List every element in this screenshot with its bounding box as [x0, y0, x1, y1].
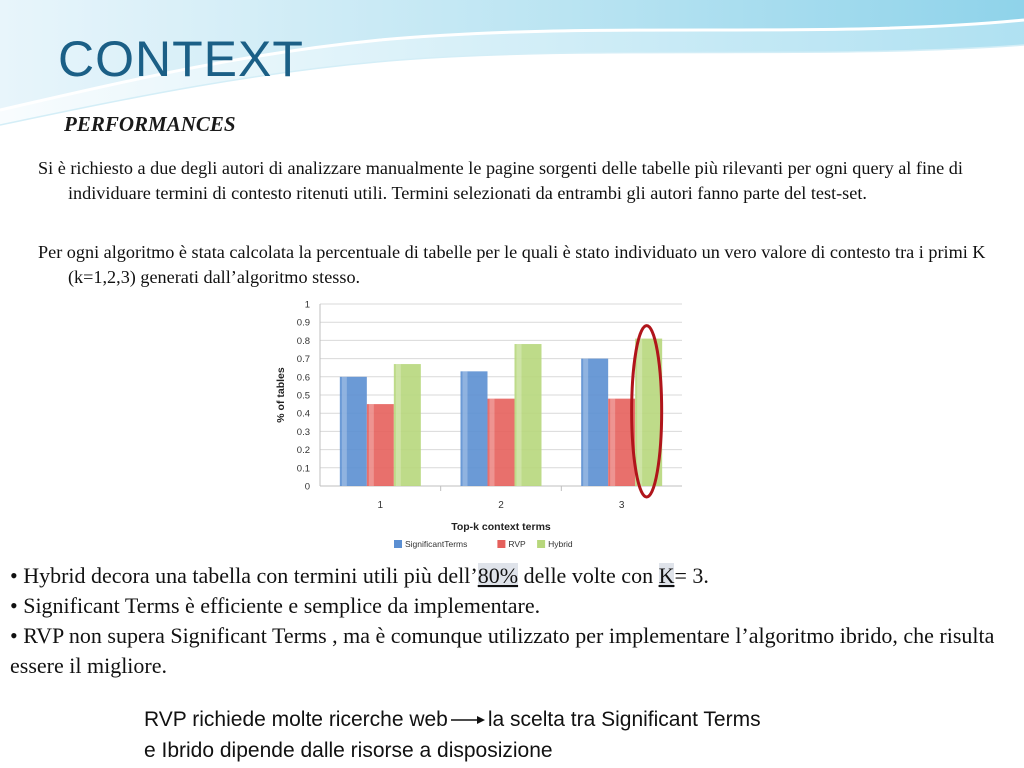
legend-swatch-significantterms: [394, 540, 402, 548]
bar-shine: [610, 399, 615, 486]
bar-shine: [637, 339, 642, 486]
bullet-hybrid-text: • Hybrid decora una tabella con termini utili più dell’: [10, 563, 478, 588]
footnote-line-1: [144, 704, 761, 735]
legend-swatch-rvp: [497, 540, 505, 548]
bullet-hybrid: [10, 561, 1010, 591]
bar-shine: [463, 371, 468, 486]
y-tick-label: 0.6: [296, 372, 310, 384]
y-tick-label: 0.1: [296, 463, 310, 475]
paragraph-evaluation: Per ogni algoritmo è stata calcolata la percentuale di tabelle per le quali è stato individuato un vero valore di contesto tra i primi K (k=1,2,3) generati dall’algoritmo stesso.: [38, 242, 986, 287]
y-axis-title: % of tables: [275, 367, 287, 423]
paragraph-method: Si è richiesto a due degli autori di analizzare manualmente le pagine sorgenti delle tabelle più rilevanti per ogni query al fine di individuare termini di contesto ritenuti utili. Termini selezionati da entrambi gli autori fanno parte del test-set.: [38, 158, 963, 203]
bullet-significant-terms: • Significant Terms è efficiente e semplice da implementare.: [10, 593, 541, 618]
footnote: [144, 704, 761, 766]
bullet-hybrid-text-mid: delle volte con: [518, 563, 659, 588]
bar-shine: [517, 344, 522, 486]
x-tick-label: 2: [498, 500, 504, 511]
y-tick-label: 0.7: [296, 354, 310, 366]
conclusions-list: [10, 561, 1010, 681]
footnote-line-1-start: RVP richiede molte ricerche web: [144, 708, 448, 731]
footnote-line-1-end: la scelta tra Significant Terms: [487, 708, 761, 731]
arrow-right-icon: [450, 715, 486, 725]
y-tick-label: 0.2: [296, 445, 310, 457]
highlight-k: K: [658, 563, 675, 588]
y-tick-label: 0.4: [296, 408, 310, 420]
y-tick-label: 1: [304, 299, 310, 311]
legend-label-rvp: RVP: [508, 539, 526, 549]
y-tick-label: 0.3: [296, 426, 310, 438]
bar-chart: [272, 296, 692, 558]
x-tick-label: 1: [377, 500, 384, 511]
legend-label-significantterms: SignificantTerms: [405, 539, 468, 549]
footnote-line-2: e Ibrido dipende dalle risorse a disposizione: [144, 739, 553, 762]
bullet-hybrid-text-end: = 3.: [674, 563, 709, 588]
y-tick-label: 0.5: [296, 390, 310, 402]
bar-shine: [583, 359, 588, 486]
y-tick-label: 0: [304, 481, 310, 493]
x-tick-label: 3: [618, 500, 625, 511]
x-axis-title: Top-k context terms: [451, 521, 551, 533]
bar-shine: [396, 364, 401, 486]
highlight-percentage: 80%: [477, 563, 519, 588]
bar-shine: [369, 404, 374, 486]
y-tick-label: 0.8: [296, 335, 310, 347]
bar-shine: [342, 377, 347, 486]
y-tick-label: 0.9: [296, 317, 310, 329]
slide-subtitle: PERFORMANCES: [64, 112, 236, 136]
bullet-rvp: • RVP non supera Significant Terms , ma è comunque utilizzato per implementare l’algoritmo ibrido, che risulta essere il migliore.: [10, 623, 995, 678]
bar-chart-svg: [272, 296, 692, 558]
legend-swatch-hybrid: [537, 540, 545, 548]
bar-shine: [490, 399, 495, 486]
legend-label-hybrid: Hybrid: [548, 539, 573, 549]
slide-title: CONTEXT: [58, 31, 304, 87]
